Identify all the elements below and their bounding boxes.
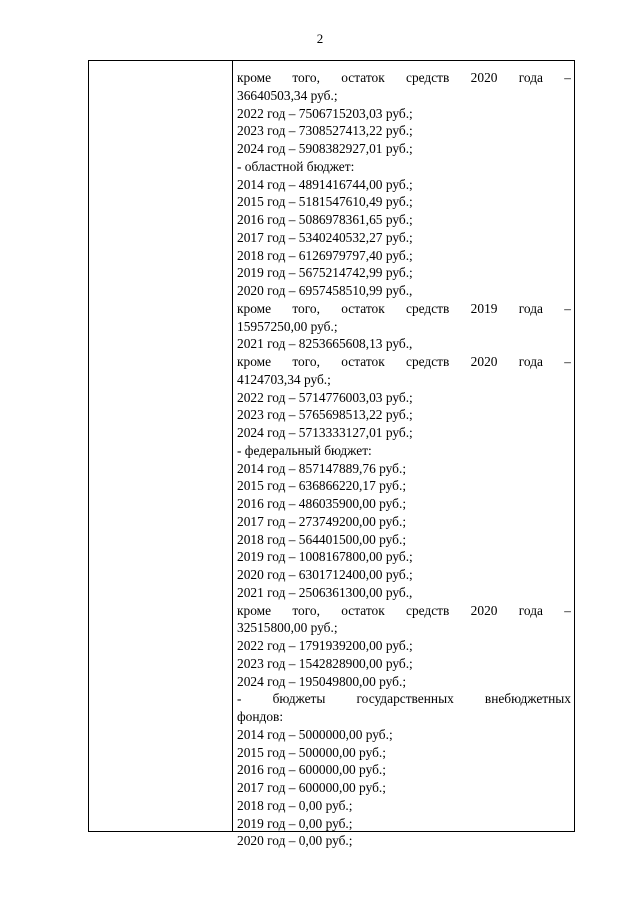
funding-line: 2020 год – 6957458510,99 руб.,: [237, 283, 413, 298]
funding-line: 2015 год – 636866220,17 руб.;: [237, 478, 407, 494]
funding-line: 2014 год – 857147889,76 руб.;: [237, 460, 407, 476]
table-left-cell: [89, 61, 233, 831]
funding-line: 2017 год – 600000,00 руб.;: [237, 780, 386, 795]
funding-line: 2014 год – 5000000,00 руб.;: [237, 726, 393, 742]
funding-line: 2016 год – 5086978361,65 руб.;: [237, 212, 413, 227]
funding-line: 15957250,00 руб.;: [237, 318, 338, 334]
funding-line: 2024 год – 5713333127,01 руб.;: [237, 425, 413, 440]
funding-line: 36640503,34 руб.;: [237, 87, 338, 103]
funding-line: кроме того, остаток средств 2020 года –: [237, 602, 571, 618]
funding-line: 2023 год – 1542828900,00 руб.;: [237, 655, 413, 671]
page-number: 2: [316, 31, 324, 46]
funding-line: 2019 год – 1008167800,00 руб.;: [237, 549, 413, 565]
funding-line: 2018 год – 6126979797,40 руб.;: [237, 247, 413, 263]
funding-line: 2019 год – 5675214742,99 руб.;: [237, 265, 413, 281]
funding-line: 2022 год – 7506715203,03 руб.;: [237, 105, 413, 121]
funding-line: 2016 год – 486035900,00 руб.;: [237, 496, 407, 511]
funding-line: 2024 год – 5908382927,01 руб.;: [237, 141, 413, 156]
funding-line: - областной бюджет:: [237, 158, 355, 174]
funding-line: 2016 год – 600000,00 руб.;: [237, 762, 386, 778]
funding-line: 2022 год – 1791939200,00 руб.;: [237, 638, 413, 653]
funding-line: кроме того, остаток средств 2020 года –: [237, 70, 571, 85]
funding-line: 2021 год – 8253665608,13 руб.,: [237, 336, 413, 352]
funding-line: 2015 год – 500000,00 руб.;: [237, 744, 386, 760]
funding-line: 32515800,00 руб.;: [237, 620, 338, 636]
funding-line: кроме того, остаток средств 2019 года –: [237, 300, 571, 316]
funding-line: 2020 год – 6301712400,00 руб.;: [237, 567, 413, 582]
funding-line: 2024 год – 195049800,00 руб.;: [237, 673, 407, 689]
funding-line: 2020 год – 0,00 руб.;: [237, 833, 353, 849]
funding-line: 2019 год – 0,00 руб.;: [237, 815, 353, 831]
funding-table: [88, 60, 575, 849]
funding-line: 2015 год – 5181547610,49 руб.;: [237, 194, 413, 210]
funding-line: фондов:: [237, 709, 284, 724]
funding-line: 2018 год – 0,00 руб.;: [237, 797, 353, 813]
funding-line: 4124703,34 руб.;: [237, 371, 331, 387]
funding-line: - федеральный бюджет:: [237, 442, 372, 458]
funding-line: 2023 год – 5765698513,22 руб.;: [237, 407, 413, 423]
funding-line: 2023 год – 7308527413,22 руб.;: [237, 123, 413, 139]
table-right-cell: [234, 61, 574, 849]
funding-line: 2017 год – 5340240532,27 руб.;: [237, 229, 413, 245]
funding-line: - бюджеты государственных внебюджетных: [237, 691, 571, 707]
funding-line: 2017 год – 273749200,00 руб.;: [237, 513, 407, 529]
funding-line: 2021 год – 2506361300,00 руб.,: [237, 584, 413, 600]
funding-line: 2014 год – 4891416744,00 руб.;: [237, 176, 413, 192]
funding-line: 2018 год – 564401500,00 руб.;: [237, 531, 407, 547]
funding-line: 2022 год – 5714776003,03 руб.;: [237, 389, 413, 405]
funding-line: кроме того, остаток средств 2020 года –: [237, 354, 571, 369]
